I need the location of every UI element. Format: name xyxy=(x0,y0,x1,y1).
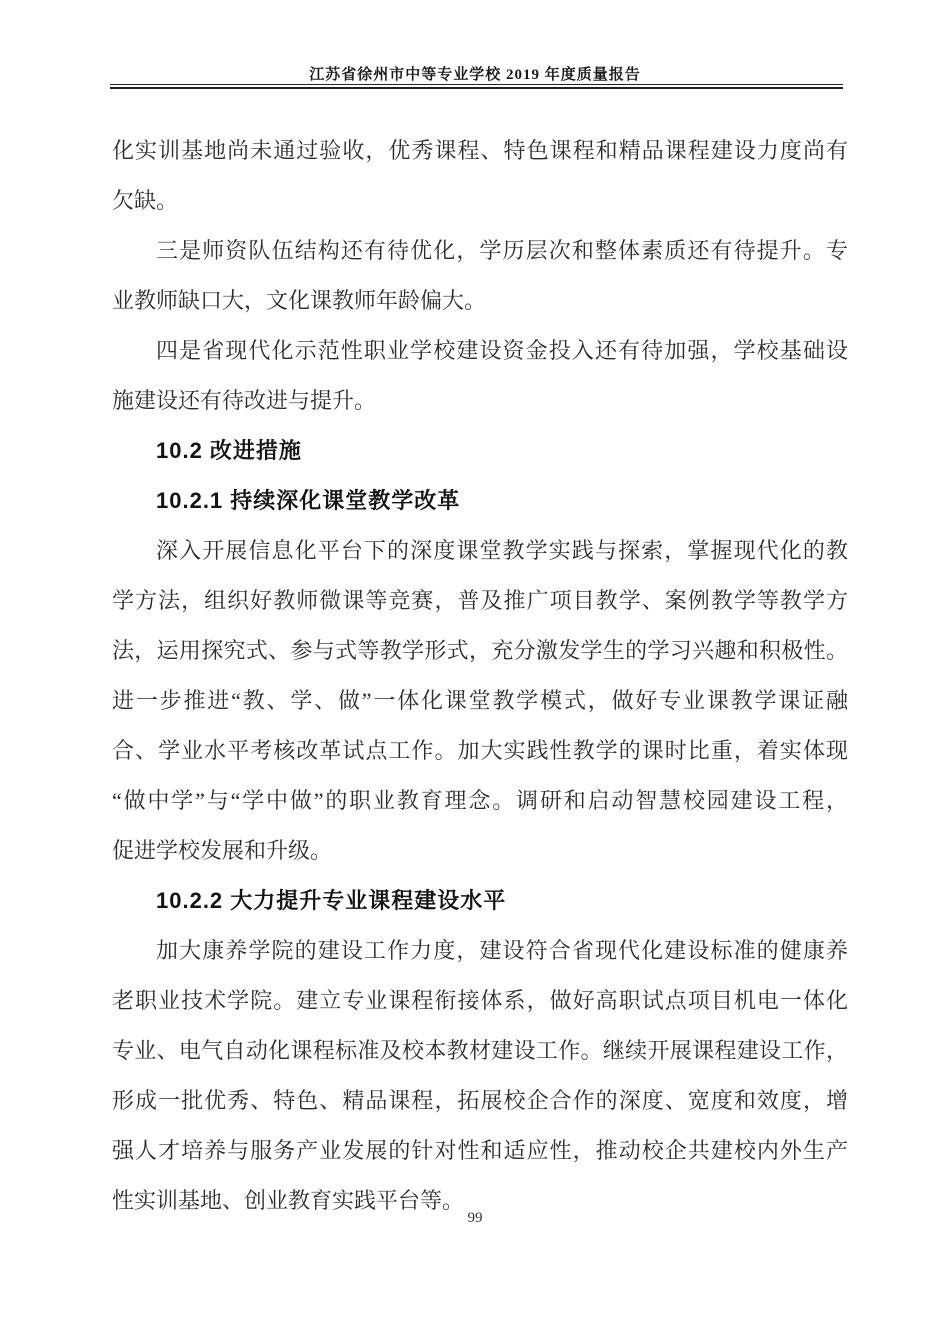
paragraph-line: 欠缺。 xyxy=(112,188,179,213)
page-number: 99 xyxy=(467,1210,483,1226)
paragraph-line: 专业、电气自动化课程标准及校本教材建设工作。继续开展课程建设工作， xyxy=(112,1038,848,1063)
page-header-title: 江苏省徐州市中等专业学校 2019 年度质量报告 xyxy=(309,67,641,83)
header-divider-rule xyxy=(110,84,843,89)
paragraph-line: 法，运用探究式、参与式等教学形式，充分激发学生的学习兴趣和积极性。 xyxy=(112,638,848,663)
paragraph-line: 加大康养学院的建设工作力度，建设符合省现代化建设标准的健康养 xyxy=(156,938,848,963)
section-heading: 10.2.2 大力提升专业课程建设水平 xyxy=(156,888,507,913)
paragraph-line: 深入开展信息化平台下的深度课堂教学实践与探索，掌握现代化的教 xyxy=(156,538,848,563)
paragraph-line: 强人才培养与服务产业发展的针对性和适应性，推动校企共建校内外生产 xyxy=(112,1138,848,1163)
paragraph-line: 四是省现代化示范性职业学校建设资金投入还有待加强，学校基础设 xyxy=(156,338,848,363)
paragraph-line: 性实训基地、创业教育实践平台等。 xyxy=(112,1188,465,1213)
paragraph-line: 三是师资队伍结构还有待优化，学历层次和整体素质还有待提升。专 xyxy=(156,238,848,263)
paragraph-line: 形成一批优秀、特色、精品课程，拓展校企合作的深度、宽度和效度，增 xyxy=(112,1088,848,1113)
paragraph-line: 进一步推进“教、学、做”一体化课堂教学模式，做好专业课教学课证融 xyxy=(112,688,848,713)
paragraph-line: “做中学”与“学中做”的职业教育理念。调研和启动智慧校园建设工程， xyxy=(112,788,848,813)
document-body xyxy=(112,126,848,1226)
section-heading: 10.2 改进措施 xyxy=(156,438,302,463)
section-heading: 10.2.1 持续深化课堂教学改革 xyxy=(156,488,461,513)
paragraph-line: 学方法，组织好教师微课等竞赛，普及推广项目教学、案例教学等教学方 xyxy=(112,588,848,613)
paragraph-line: 老职业技术学院。建立专业课程衔接体系，做好高职试点项目机电一体化 xyxy=(112,988,848,1013)
paragraph-line: 促进学校发展和升级。 xyxy=(112,838,333,863)
paragraph-line: 施建设还有待改进与提升。 xyxy=(112,388,377,413)
paragraph-line: 合、学业水平考核改革试点工作。加大实践性教学的课时比重，着实体现 xyxy=(112,738,848,763)
paragraph-line: 业教师缺口大，文化课教师年龄偏大。 xyxy=(112,288,487,313)
paragraph-line: 化实训基地尚未通过验收，优秀课程、特色课程和精品课程建设力度尚有 xyxy=(112,138,848,163)
